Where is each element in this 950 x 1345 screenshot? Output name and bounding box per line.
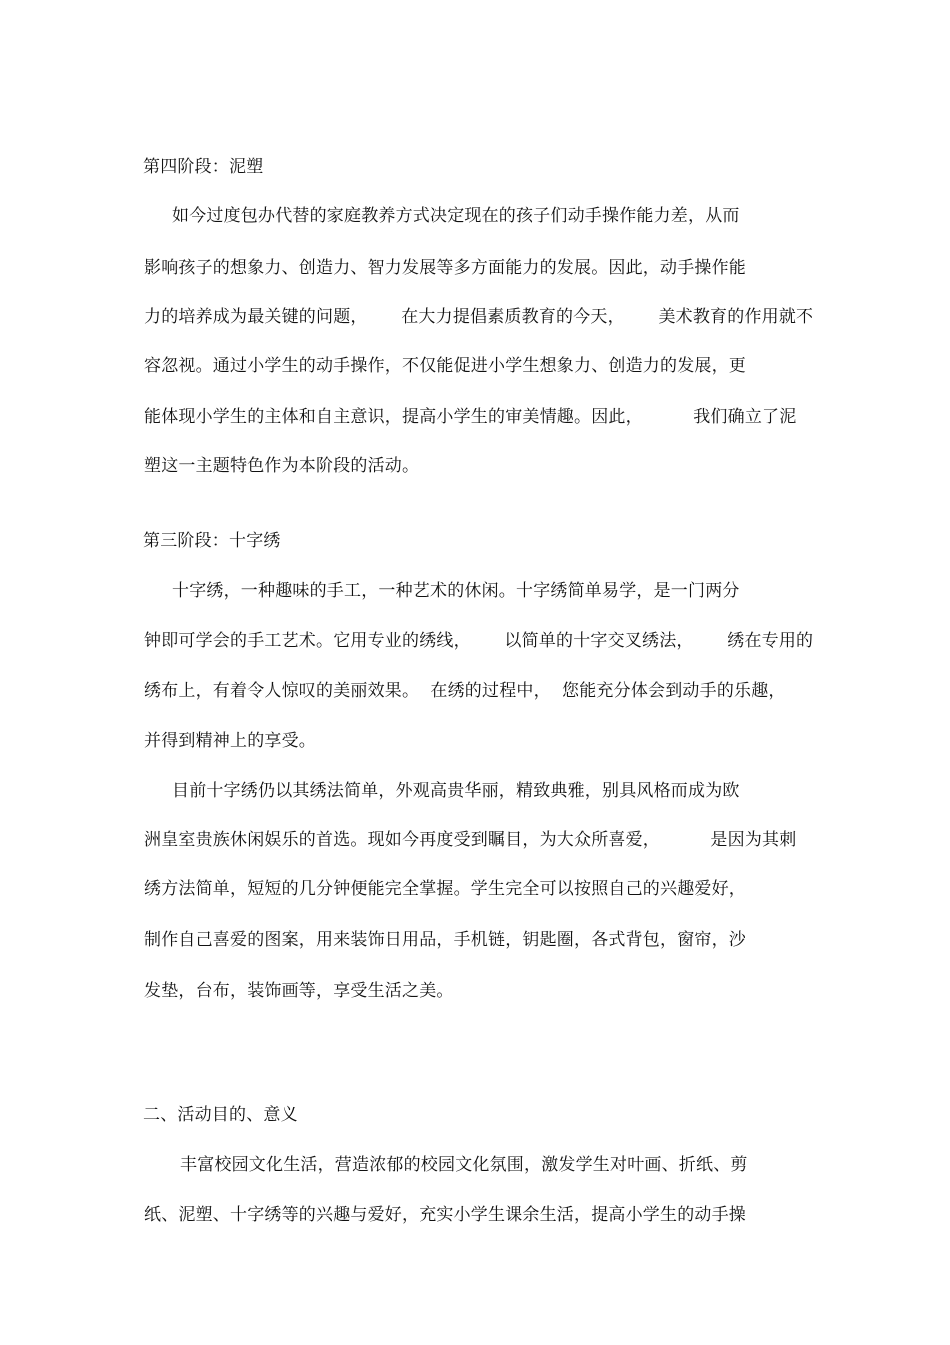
paragraph-line: 洲皇室贵族休闲娱乐的首选。现如今再度受到瞩目，为大众所喜爱， 是因为其刺: [144, 830, 797, 850]
paragraph-line: 绣方法简单，短短的几分钟便能完全掌握。学生完全可以按照自己的兴趣爱好，: [144, 879, 746, 899]
paragraph-line: 十字绣，一种趣味的手工，一种艺术的休闲。十字绣简单易学，是一门两分: [172, 581, 740, 601]
paragraph-line: 影响孩子的想象力、创造力、智力发展等多方面能力的发展。因此，动手操作能: [144, 258, 746, 278]
paragraph-line: 钟即可学会的手工艺术。它用专业的绣线， 以简单的十字交叉绣法， 绣在专用的: [144, 631, 814, 651]
paragraph-line: 并得到精神上的享受。: [144, 731, 316, 751]
paragraph-line: 容忽视。通过小学生的动手操作，不仅能促进小学生想象力、创造力的发展，更: [144, 356, 746, 376]
paragraph-line: 塑这一主题特色作为本阶段的活动。: [144, 456, 420, 476]
section-heading-cross-stitch: 第三阶段：十字绣: [143, 531, 281, 551]
section-heading-purpose: 二、活动目的、意义: [143, 1105, 298, 1125]
paragraph-line: 纸、泥塑、十字绣等的兴趣与爱好，充实小学生课余生活，提高小学生的动手操: [144, 1205, 746, 1225]
paragraph-line: 如今过度包办代替的家庭教养方式决定现在的孩子们动手操作能力差，从而: [172, 206, 740, 226]
paragraph-line: 力的培养成为最关键的问题， 在大力提倡素质教育的今天， 美术教育的作用就不: [144, 307, 814, 327]
paragraph-line: 制作自己喜爱的图案，用来装饰日用品，手机链，钥匙圈，各式背包，窗帘，沙: [144, 930, 746, 950]
paragraph-line: 能体现小学生的主体和自主意识，提高小学生的审美情趣。因此， 我们确立了泥: [144, 407, 797, 427]
section-heading-clay: 第四阶段：泥塑: [143, 157, 264, 177]
paragraph-line: 丰富校园文化生活，营造浓郁的校园文化氛围，激发学生对叶画、折纸、剪: [180, 1155, 748, 1175]
paragraph-line: 发垫，台布，装饰画等，享受生活之美。: [144, 981, 454, 1001]
paragraph-line: 目前十字绣仍以其绣法简单，外观高贵华丽，精致典雅，别具风格而成为欧: [172, 781, 740, 801]
paragraph-line: 绣布上，有着令人惊叹的美丽效果。 在绣的过程中， 您能充分体会到动手的乐趣，: [144, 681, 786, 701]
